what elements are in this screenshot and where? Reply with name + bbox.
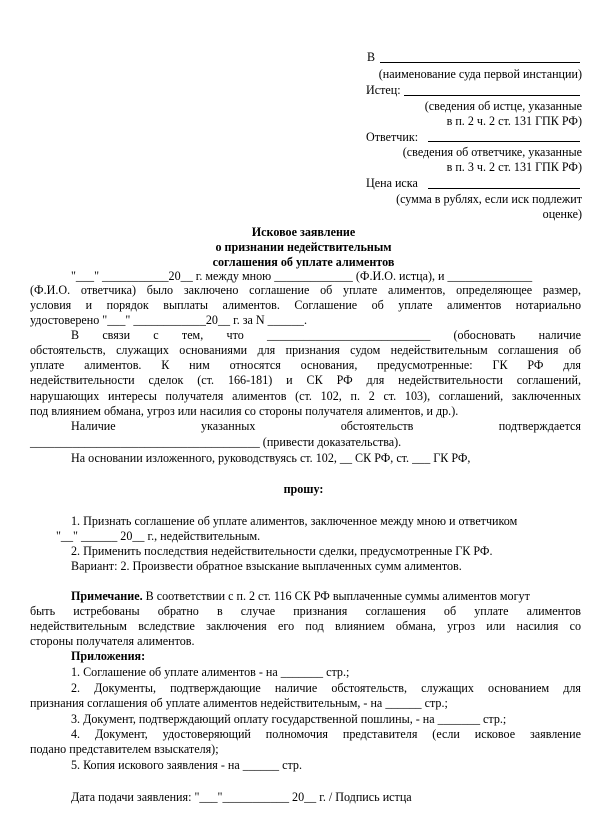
note-line-2: быть истребованы обратно в случае признания соглашения об уплате алиментов: [30, 604, 581, 618]
note-line-1: [71, 589, 530, 603]
attachment-5: 5. Копия искового заявления - на ______ стр.: [71, 758, 302, 772]
p2-line-2: обстоятельств, служащих основаниями для признания судом недействительным соглашения об: [30, 343, 581, 357]
attachments-heading: Приложения:: [71, 649, 146, 663]
defendant-line: [428, 141, 580, 142]
p2-line-6: под влиянием обмана, угроз или насилия со стороны получателя алиментов, и др.).: [30, 404, 459, 418]
plaintiff-hint-2: в п. 2 ч. 2 ст. 131 ГПК РФ): [446, 114, 582, 128]
title-line-3: соглашения об уплате алиментов: [212, 255, 395, 269]
attachment-4-line-1: 4. Документ, удостоверяющий полномочия представителя (если исковое заявление: [71, 727, 581, 741]
plaintiff-line: [404, 95, 580, 96]
defendant-hint-1: (сведения об ответчике, указанные: [402, 145, 582, 159]
p1-line-1: "___" ___________20__ г. между мною _____________ (Ф.И.О. истца), и ______________: [71, 269, 533, 283]
p3-line-2: ______________________________________ (привести доказательства).: [30, 435, 402, 449]
price-label: Цена иска: [366, 176, 418, 190]
request-heading: прошу:: [283, 482, 324, 496]
note-label: Примечание.: [71, 589, 143, 603]
p4-line-1: На основании изложенного, руководствуясь ст. 102, __ СК РФ, ст. ___ ГК РФ,: [71, 451, 471, 465]
p2-line-5: нарушающих интересы получателя алиментов (ст. 102, п. 2 ст. 103), соглашений, заключенных: [30, 389, 581, 403]
note-line-4: стороны получателя алиментов.: [30, 634, 195, 648]
title-line-2: о признании недействительным: [215, 240, 392, 254]
request-variant: Вариант: 2. Произвести обратное взыскание выплаченных сумм алиментов.: [71, 559, 462, 573]
note-text-1: В соответствии с п. 2 ст. 116 СК РФ выплаченные суммы алиментов могут: [142, 589, 530, 603]
attachment-3: 3. Документ, подтверждающий оплату государственной пошлины, - на _______ стр.;: [71, 712, 507, 726]
note-line-3: недействительным вследствие заключения его под влиянием обмана, угроз или насилия со: [30, 619, 581, 633]
request-item-1-line-1: 1. Признать соглашение об уплате алиментов, заключенное между мною и ответчиком: [71, 514, 518, 528]
title-line-1: Исковое заявление: [251, 225, 356, 239]
price-hint-1: (сумма в рублях, если иск подлежит: [396, 192, 582, 206]
price-line: [428, 188, 580, 189]
p1-line-2: (Ф.И.О. ответчика) было заключено соглашение об уплате алиментов, определяющее размер,: [30, 283, 581, 297]
attachment-2-line-2: признания соглашения об уплате алиментов недействительным, - на ______ стр.;: [30, 696, 448, 710]
date-signature-line: Дата подачи заявления: "___"___________ 20__ г. / Подпись истца: [71, 790, 412, 804]
attachment-1: 1. Соглашение об уплате алиментов - на _______ стр.;: [71, 665, 350, 679]
p2-line-3: уплате алиментов. К ним относятся основания, предусмотренные: ГК РФ для: [30, 358, 581, 372]
defendant-label: Ответчик:: [366, 130, 419, 144]
request-item-2: 2. Применить последствия недействительности сделки, предусмотренные ГК РФ.: [71, 544, 493, 558]
court-prefix: В: [367, 50, 376, 64]
court-hint: (наименование суда первой инстанции): [378, 67, 582, 81]
plaintiff-label: Истец:: [366, 83, 401, 97]
court-line: [380, 62, 580, 63]
p2-line-1: В связи с тем, что ___________________________ (обосновать наличие: [71, 328, 581, 342]
price-hint-2: оценке): [542, 207, 582, 221]
attachment-4-line-2: подано представителем взыскателя);: [30, 742, 219, 756]
plaintiff-hint-1: (сведения об истце, указанные: [424, 99, 582, 113]
p2-line-4: недействительности сделок (ст. 166-181) и СК РФ для недействительности соглашений,: [30, 373, 581, 387]
p3-line-1: Наличие указанных обстоятельств подтверждается: [71, 419, 581, 433]
attachment-2-line-1: 2. Документы, подтверждающие наличие обстоятельств, служащих основанием для: [71, 681, 581, 695]
p1-line-4: удостоверено "___" ____________20__ г. за N ______.: [30, 313, 307, 327]
defendant-hint-2: в п. 3 ч. 2 ст. 131 ГПК РФ): [446, 160, 582, 174]
p1-line-3: условия и порядок выплаты алиментов. Соглашение об уплате алиментов нотариально: [30, 298, 581, 312]
request-item-1-line-2: "__" ______ 20__ г., недействительным.: [56, 529, 261, 543]
